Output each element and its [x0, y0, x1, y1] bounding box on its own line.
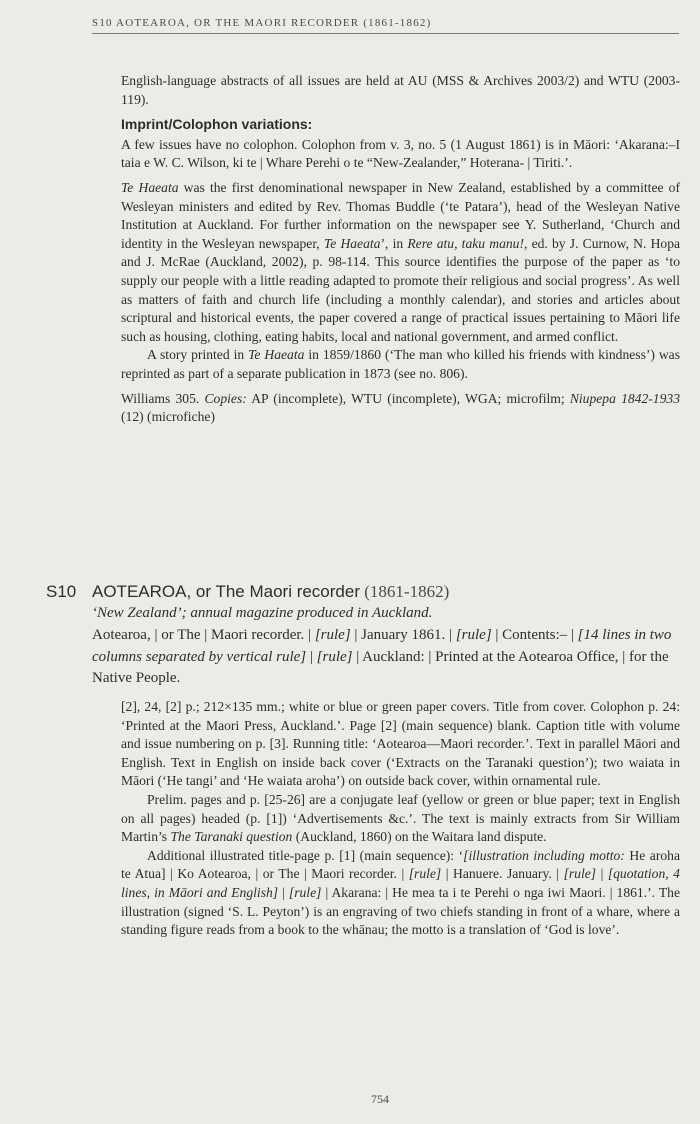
copies-note	[121, 390, 680, 427]
prelim-text-a: Prelim. pages and p. [25-26] are a conjugate leaf (yellow or green or blue paper; text in English on all pages) headed (p. [1]) ‘Advertisements &c.’. The text is mainly extracts from Sir William Martin’s	[121, 791, 680, 845]
prelim-paragraph	[121, 791, 680, 847]
entry-dates: (1861-1862)	[364, 582, 450, 601]
transcription-a: Aotearoa, | or The | Maori recorder. |	[92, 626, 315, 643]
previous-entry-continuation	[121, 72, 680, 433]
rule-note-3: [rule]	[316, 648, 353, 665]
niupepa-title: Niupepa 1842-1933	[569, 390, 680, 406]
copies-text-c: (12) (microfiche)	[121, 409, 215, 425]
copies-label: Copies:	[204, 390, 247, 406]
page-number: 754	[371, 1092, 389, 1106]
copies-text-a: Williams 305.	[121, 390, 205, 406]
add-rule-1: [rule]	[408, 866, 442, 882]
entry-number: S10	[46, 582, 77, 601]
history-text-a: was the first denominational newspaper in New Zealand, established by a committee of Wesleyan ministers and edited by Rev. Thomas Buddle (‘te Patara’), head of the Wesleyan Native Institution at Auckland. For further information on the newspaper see Y. Sutherland, ‘Church and identity in the Wesleyan newspaper,	[121, 179, 681, 251]
taranaki-title: The Taranaki question	[170, 829, 293, 845]
copies-text-b: AP (incomplete), WTU (incomplete), WGA; microfilm;	[246, 390, 570, 406]
add-text-e: |	[278, 884, 289, 900]
history-text-c: , ed. by J. Curnow, N. Hopa and J. McRae (Auckland, 2002), p. 98-114. This source identifies the purpose of the paper as ‘to supply our people with a little reading adapted to promote their religious and social progress’. As well as matters of faith and church life (including a monthly calendar), and stories and articles about scriptural and historical events, the paper covered a range of practical issues pertaining to Māori life such as housing, clothing, eating habits, local and national government, and armed conflict.	[121, 235, 681, 344]
prelim-text-b: (Auckland, 1860) on the Waitara land dispute.	[292, 829, 547, 845]
illustration-note: [illustration including motto:	[463, 847, 625, 863]
entry-body	[121, 698, 680, 940]
title-te-haeata: Te Haeata	[121, 179, 179, 195]
additional-title-paragraph	[121, 847, 680, 940]
contents-note: [14 lines in two columns separated by vertical rule]	[92, 626, 672, 665]
quotation-note: [quotation, 4 lines, in Māori and English]	[121, 866, 680, 900]
imprint-text: A few issues have no colophon. Colophon from v. 3, no. 5 (1 August 1861) is in Māori: ‘Akarana:–I taia e W. C. Wilson, ki te | Whare Perehi o te “New-Zealander,” Hoterana- | Tiriti.’.	[121, 136, 680, 171]
book-title: Rere atu, taku manu!	[407, 235, 524, 251]
title-te-haeata-2: Te Haeata	[323, 235, 381, 251]
add-rule-2: [rule]	[563, 866, 597, 882]
running-head: S10 AOTEAROA, OR THE MAORI RECORDER (1861-1862)	[92, 17, 679, 34]
rule-note-2: [rule]	[455, 626, 492, 643]
story-paragraph	[121, 346, 680, 383]
transcription-d: |	[306, 648, 317, 665]
title-transcription	[92, 625, 682, 690]
collation-paragraph: [2], 24, [2] p.; 212×135 mm.; white or blue or green paper covers. Title from cover. Colophon p. 24: ‘Printed at the Maori Press, Auckland.’. Page [2] (main sequence) blank. Caption title with volume and issue numbering on p. [3]. Running title: ‘Aotearoa—Maori recorder.’. Text in parallel Māori and English. Text in English on inside back cover (‘Extracts on the Taranaki question’); two waiata in Māori (‘He tangi’ and ‘He waiata aroha’) on outside back cover, within ornamental rule.	[121, 699, 680, 789]
transcription-e: | Auckland: | Printed at the Aotearoa Office, | for the Native People.	[92, 648, 669, 687]
add-text-d: |	[596, 866, 608, 882]
add-text-f: | Akarana: | He mea ta i te Perehi o nga iwi Maori. | 1861.’. The illustration (signed ‘S. L. Peyton’) is an engraving of two chiefs standing in front of a whare, where a standing figure reads from a book to the whānau; the motto is a translation of ‘God is love’.	[121, 884, 680, 938]
entry-title: AOTEAROA, or The Maori recorder	[92, 582, 360, 601]
add-text-a: Additional illustrated title-page p. [1] (main sequence): ‘	[147, 847, 464, 863]
abstracts-note: English-language abstracts of all issues are held at AU (MSS & Archives 2003/2) and WTU (2003-119).	[121, 73, 680, 107]
entry-description	[92, 603, 682, 690]
add-text-b: He aroha te Atua] | Ko Aotearoa, | or The | Maori recorder. |	[121, 847, 680, 882]
add-text-c: | Hanuere. January. |	[441, 866, 564, 882]
imprint-heading: Imprint/Colophon variations:	[121, 116, 313, 133]
title-te-haeata-3: Te Haeata	[248, 347, 305, 363]
transcription-b: | January 1861. |	[350, 626, 456, 643]
transcription-c: | Contents:– |	[491, 626, 578, 643]
history-paragraph	[121, 179, 680, 346]
story-text-a: A story printed in	[147, 347, 249, 363]
entry-subtitle: ‘New Zealand’; annual magazine produced in Auckland.	[92, 605, 433, 621]
history-text-b: ’, in	[380, 235, 408, 251]
entry-heading	[46, 581, 686, 603]
rule-note-1: [rule]	[314, 626, 351, 643]
add-rule-3: [rule]	[288, 884, 322, 900]
story-text-b: in 1859/1860 (‘The man who killed his friends with kindness’) was reprinted as part of a separate publication in 1873 (see no. 806).	[121, 347, 681, 381]
